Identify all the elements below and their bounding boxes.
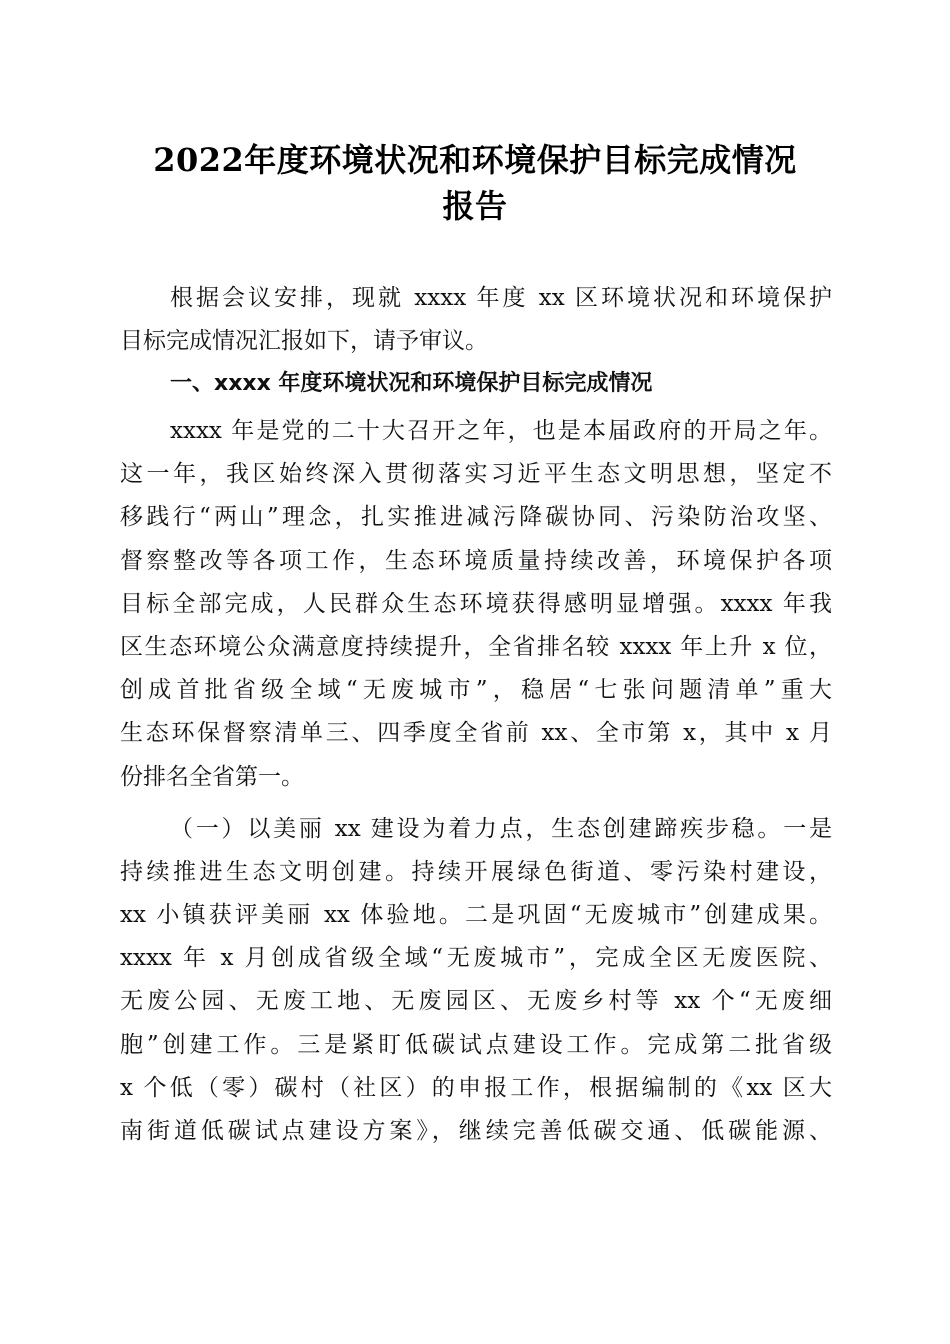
- paragraph-line: 创成首批省级全域“无废城市”，稳居“七张问题清单”重大: [120, 677, 832, 703]
- paragraph-line: x 个低（零）碳村（社区）的申报工作，根据编制的《xx 区大: [120, 1075, 832, 1101]
- paragraph-line: 目标全部完成，人民群众生态环境获得感明显增强。xxxx 年我: [120, 591, 832, 617]
- paragraph-line: 无废公园、无废工地、无废园区、无废乡村等 xx 个“无废细: [120, 988, 832, 1014]
- paragraph-line: 区生态环境公众满意度持续提升，全省排名较 xxxx 年上升 x 位，: [120, 634, 832, 660]
- paragraph-line: xxxx 年 x 月创成省级全域“无废城市”，完成全区无废医院、: [120, 945, 832, 971]
- paragraph-line: 南街道低碳试点建设方案》，继续完善低碳交通、低碳能源、: [120, 1118, 832, 1144]
- paragraph-line: xx 小镇获评美丽 xx 体验地。二是巩固“无废城市”创建成果。: [120, 902, 832, 928]
- paragraph-line: 移践行“两山”理念，扎实推进减污降碳协同、污染防治攻坚、: [120, 504, 832, 530]
- paragraph-line: 胞”创建工作。三是紧盯低碳试点建设工作。完成第二批省级: [120, 1032, 832, 1058]
- section-heading: 一、xxxx 年度环境状况和环境保护目标完成情况: [170, 371, 653, 396]
- paragraph-line: 督察整改等各项工作，生态环境质量持续改善，环境保护各项: [120, 548, 832, 574]
- paragraph-line: （一）以美丽 xx 建设为着力点，生态创建蹄疾步稳。一是: [170, 816, 832, 842]
- paragraph-line: 持续推进生态文明创建。持续开展绿色街道、零污染村建设，: [120, 859, 832, 885]
- paragraph-line: 份排名全省第一。: [120, 764, 304, 790]
- document-title-line-2: 报告: [442, 187, 508, 225]
- paragraph-line: 这一年，我区始终深入贯彻落实习近平生态文明思想，坚定不: [120, 461, 832, 487]
- paragraph-line: xxxx 年是党的二十大召开之年，也是本届政府的开局之年。: [170, 418, 832, 444]
- paragraph-line: 目标完成情况汇报如下，请予审议。: [120, 328, 488, 354]
- paragraph-line: 根据会议安排，现就 xxxx 年度 xx 区环境状况和环境保护: [170, 285, 832, 311]
- document-title-line-1: 2022年度环境状况和环境保护目标完成情况: [153, 141, 797, 179]
- paragraph-line: 生态环保督察清单三、四季度全省前 xx、全市第 x，其中 x 月: [120, 720, 832, 746]
